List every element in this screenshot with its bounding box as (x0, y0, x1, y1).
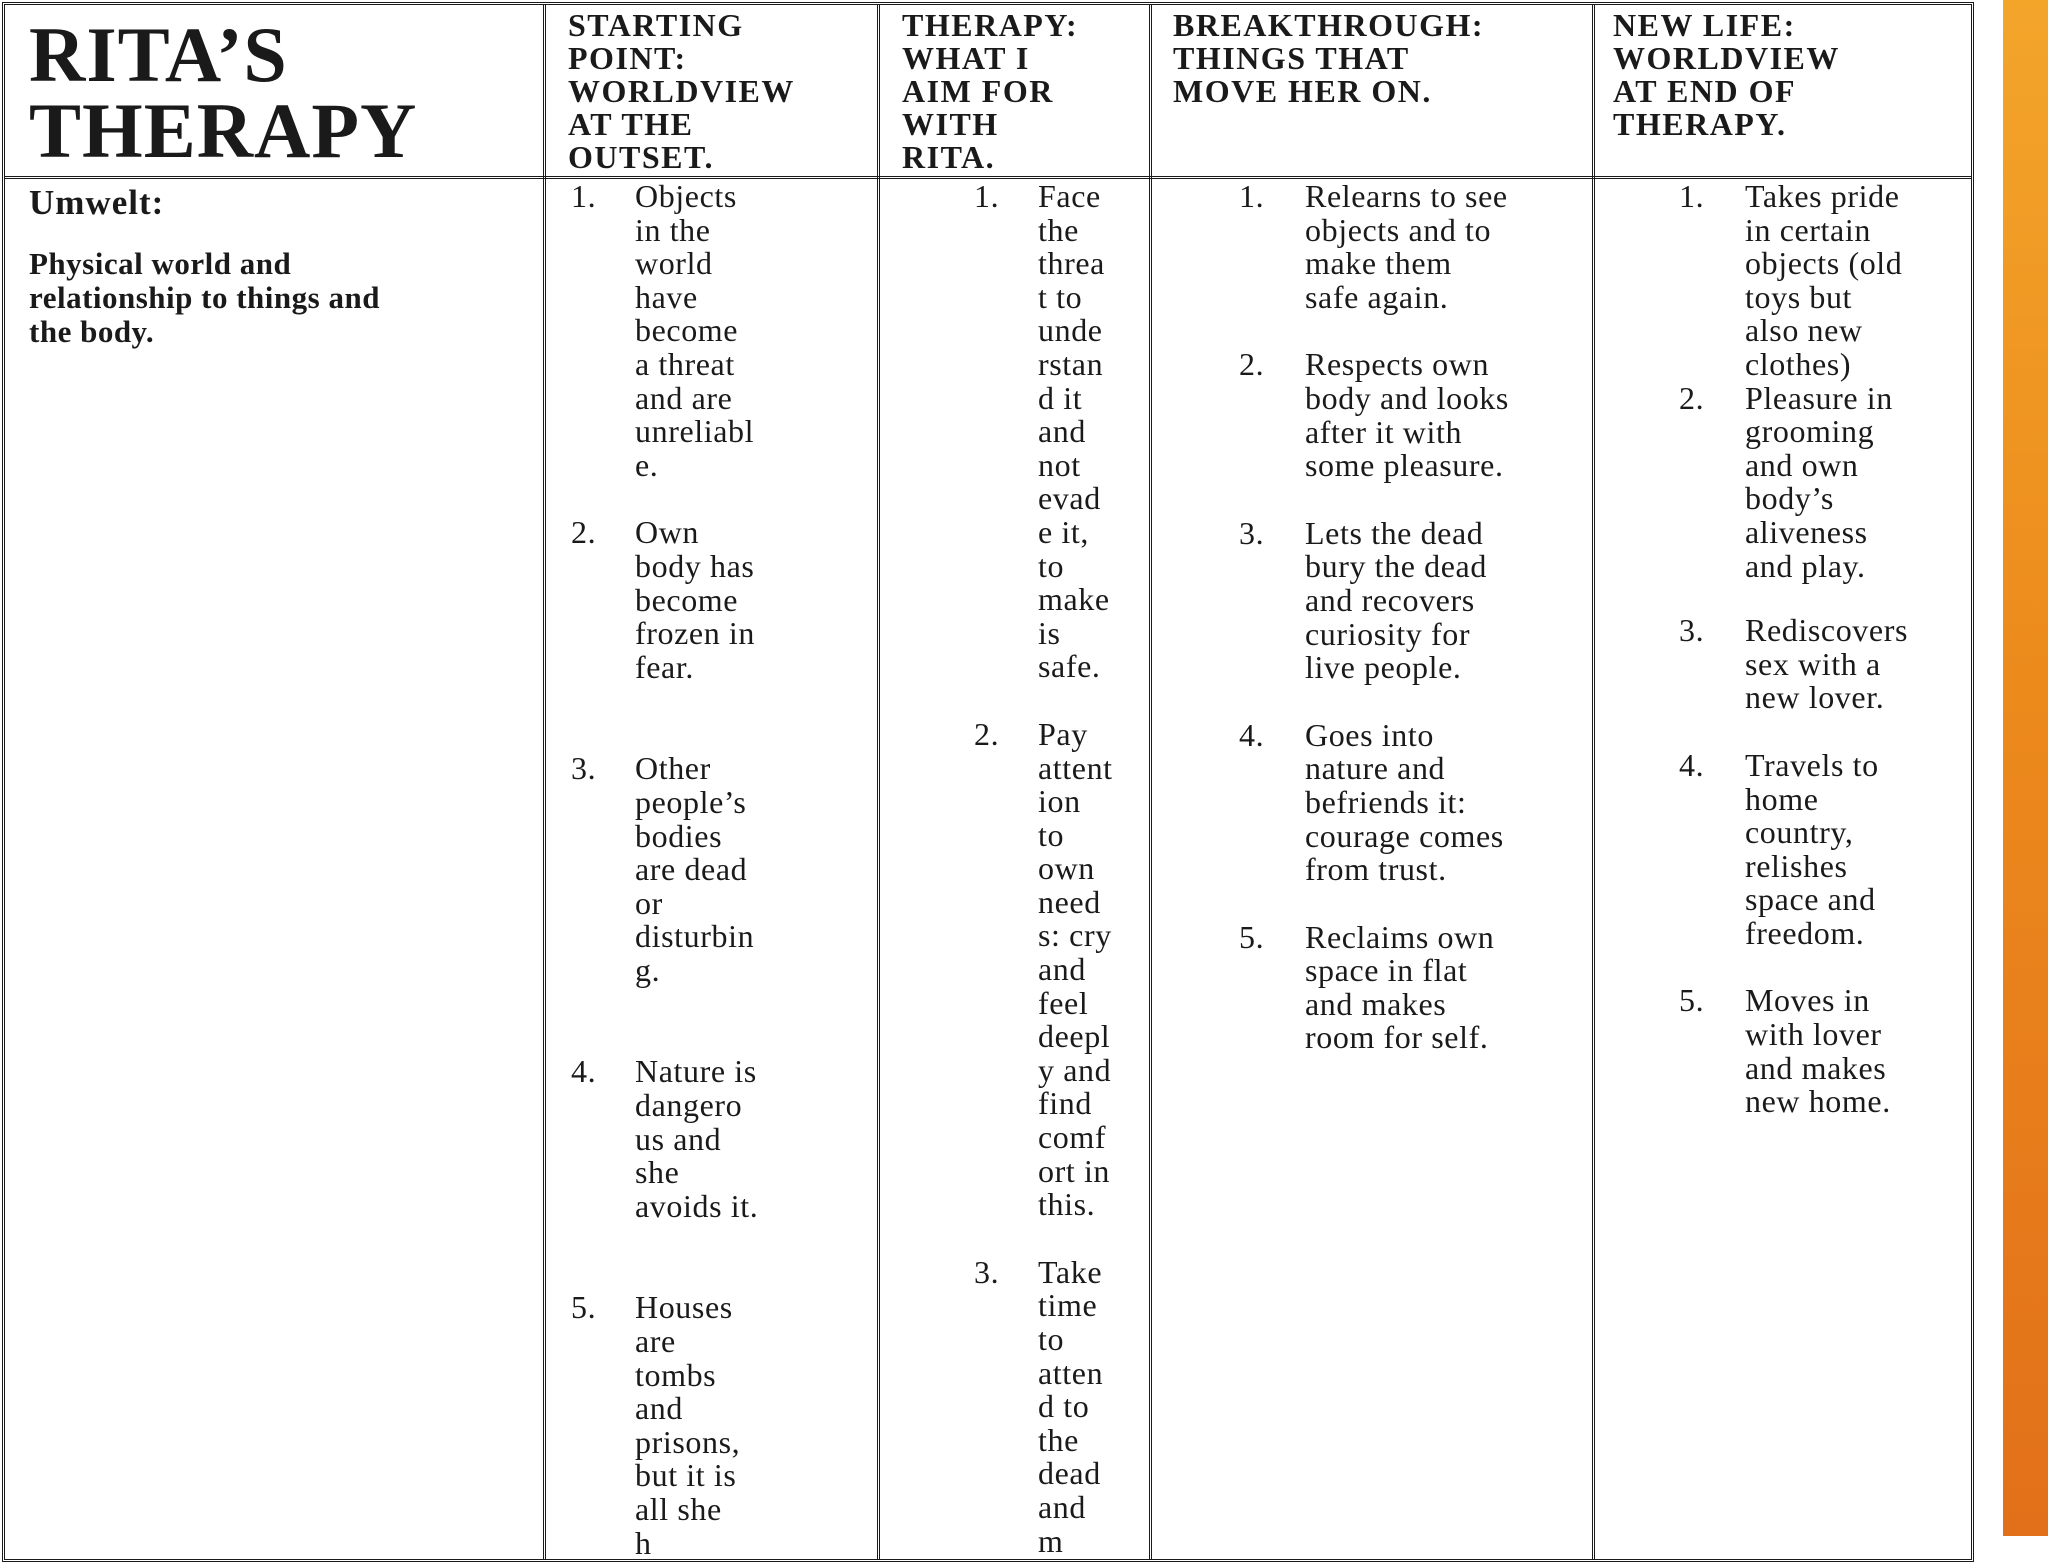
item-text: Reclaims own space in flat and makes room for self. (1305, 918, 1495, 1056)
item-number: 3. (974, 1253, 1000, 1290)
list-item (571, 750, 875, 988)
item-number: 5. (571, 1289, 597, 1326)
item-number: 1. (571, 178, 597, 214)
starting-point-cell (571, 178, 875, 1561)
table-title: RITA’S THERAPY (29, 11, 418, 174)
item-number: 2. (1679, 379, 1705, 416)
column-divider (877, 5, 880, 1559)
list-item (1679, 612, 1970, 716)
item-number: 4. (1679, 746, 1705, 783)
list-item (1679, 746, 1970, 951)
item-number: 1. (1679, 178, 1705, 214)
item-text: Takes pride in certain objects (old toys but also new clothes) (1745, 178, 1903, 382)
item-number: 2. (1239, 346, 1265, 383)
list-item (571, 1053, 875, 1224)
column-divider (543, 5, 546, 1559)
slide-accent-gap (1985, 0, 2003, 1536)
item-text: Respects own body and looks after it with some pleasure. (1305, 346, 1509, 484)
new-life-cell (1679, 178, 1970, 1120)
item-number: 1. (1239, 178, 1265, 214)
item-number: 5. (1239, 918, 1265, 955)
item-text: Nature is dangero us and she avoids it. (635, 1053, 759, 1224)
column-header-therapy: THERAPY: WHAT I AIM FOR WITH RITA. (902, 7, 1079, 175)
list-item (974, 178, 1143, 685)
row-description: Physical world and relationship to things and the body. (29, 246, 380, 349)
therapy-table (2, 2, 1974, 1562)
item-number: 3. (1679, 612, 1705, 649)
list-item (1239, 514, 1590, 686)
item-number: 2. (974, 715, 1000, 752)
list-item (1679, 178, 1970, 382)
item-text: Travels to home country, relishes space and freedom. (1745, 746, 1879, 951)
item-number: 3. (1239, 514, 1265, 551)
item-text: Take time to atten d to the dead and m (1038, 1253, 1104, 1559)
item-text: Houses are tombs and prisons, but it is all she h (635, 1289, 741, 1561)
list-item (1679, 379, 1970, 584)
list-item (571, 1289, 875, 1561)
column-header-starting-point: STARTING POINT: WORLDVIEW AT THE OUTSET. (568, 7, 795, 175)
column-header-breakthrough: BREAKTHROUGH: THINGS THAT MOVE HER ON. (1173, 7, 1485, 109)
item-number: 3. (571, 750, 597, 787)
column-divider (1149, 5, 1152, 1559)
slide-accent-bar (2003, 0, 2048, 1536)
item-text: Rediscovers sex with a new lover. (1745, 612, 1909, 716)
list-item (1679, 982, 1970, 1120)
item-text: Pay attent ion to own need s: cry and feel deepl y and find comf ort in this. (1038, 715, 1113, 1223)
item-number: 4. (571, 1053, 597, 1090)
column-divider (1592, 5, 1595, 1559)
item-number: 5. (1679, 982, 1705, 1019)
row-title: Umwelt: (29, 183, 165, 222)
item-number: 1. (974, 178, 1000, 214)
item-text: Pleasure in grooming and own body’s aliveness and play. (1745, 379, 1893, 584)
list-item (974, 1253, 1143, 1559)
item-text: Face the threa t to unde rstan d it and not evad e it, to make is safe. (1038, 178, 1110, 685)
item-number: 4. (1239, 716, 1265, 753)
item-text: Moves in with lover and makes new home. (1745, 982, 1891, 1120)
list-item (1239, 918, 1590, 1056)
therapy-cell (974, 178, 1143, 1559)
item-text: Relearns to see objects and to make them safe again. (1305, 178, 1508, 315)
list-item (1239, 178, 1590, 315)
item-text: Goes into nature and befriends it: courage comes from trust. (1305, 716, 1504, 888)
item-text: Own body has become frozen in fear. (635, 514, 756, 685)
item-number: 2. (571, 514, 597, 551)
column-header-new-life: NEW LIFE: WORLDVIEW AT END OF THERAPY. (1613, 7, 1840, 142)
list-item (974, 715, 1143, 1223)
list-item (571, 514, 875, 685)
item-text: Objects in the world have become a threat and are unreliabl e. (635, 178, 755, 483)
breakthrough-cell (1239, 178, 1590, 1056)
item-text: Lets the dead bury the dead and recovers curiosity for live people. (1305, 514, 1487, 686)
list-item (571, 178, 875, 483)
item-text: Other people’s bodies are dead or disturbin g. (635, 750, 755, 988)
row-header-umwelt (29, 183, 529, 349)
list-item (1239, 346, 1590, 484)
list-item (1239, 716, 1590, 888)
